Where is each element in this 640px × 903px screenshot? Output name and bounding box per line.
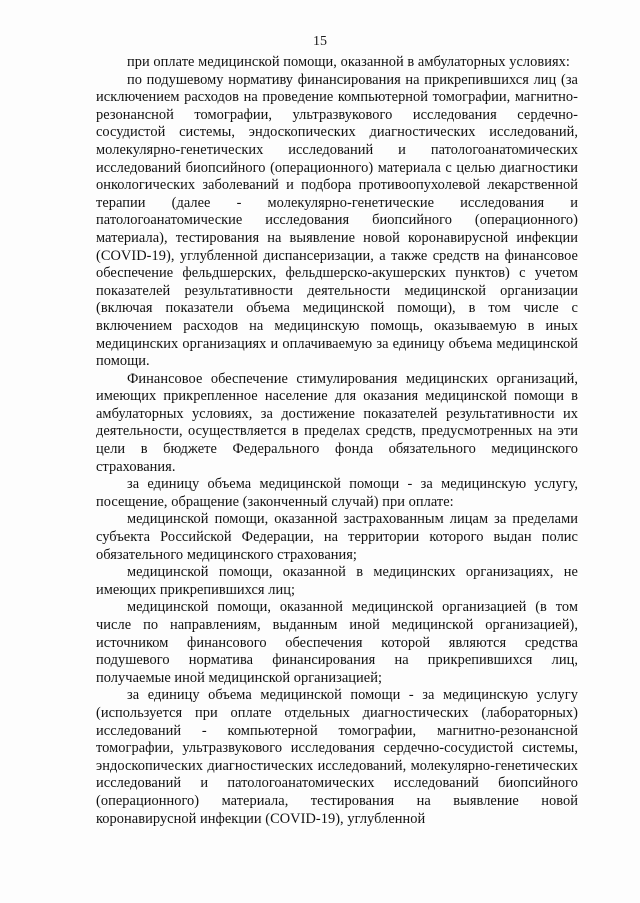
paragraph-no-attached-persons: медицинской помощи, оказанной в медицинских организациях, не имеющих прикрепившихся лиц; xyxy=(96,564,578,598)
document-body xyxy=(96,54,578,828)
paragraph-medical-service-unit: за единицу объема медицинской помощи - за медицинскую услугу (используется при оплате отдельных диагностических (лабораторных) исследований - компьютерной томографии, магнитно-резонансной томографии, ультразвукового исследования сердечно-сосудистой системы, эндоскопических диагностических исследований, молекулярно-генетических исследований и патологоанатомических исследований биопсийного (операционного) материала, тестирования на выявление новой коронавирусной инфекции (COVID-19), углубленной xyxy=(96,687,578,827)
page-number: 15 xyxy=(313,34,327,49)
paragraph-unit-of-volume: за единицу объема медицинской помощи - за медицинскую услугу, посещение, обращение (законченный случай) при оплате: xyxy=(96,476,578,510)
paragraph-outside-region: медицинской помощи, оказанной застрахованным лицам за пределами субъекта Российской Федерации, на территории которого выдан полис обязательного медицинского страхования; xyxy=(96,511,578,563)
paragraph-per-capita-standard: по подушевому нормативу финансирования на прикрепившихся лиц (за исключением расходов на проведение компьютерной томографии, магнитно-резонансной томографии, ультразвукового исследования сердечно-сосудистой системы, эндоскопических диагностических исследований, молекулярно-генетических исследований и патологоанатомических исследований биопсийного (операционного) материала с целью диагностики онкологических заболеваний и подбора противоопухолевой лекарственной терапии (далее - молекулярно-генетические исследования и патологоанатомические исследования биопсийного (операционного) материала), тестирования на выявление новой коронавирусной инфекции (COVID-19), углубленной диспансеризации, а также средств на финансовое обеспечение фельдшерских, фельдшерско-акушерских пунктов) с учетом показателей результативности деятельности медицинской организации (включая показатели объема медицинской помощи), в том числе с включением расходов на медицинскую помощь, оказываемую в иных медицинских организациях и оплачиваемую за единицу объема медицинской помощи. xyxy=(96,71,578,370)
paragraph-ambulatory-conditions: при оплате медицинской помощи, оказанной в амбулаторных условиях: xyxy=(127,54,570,70)
paragraph-referrals: медицинской помощи, оказанной медицинской организацией (в том числе по направлениям, выданным иной медицинской организацией), источником финансового обеспечения которой являются средства подушевого норматива финансирования на прикрепившихся лиц, получаемые иной медицинской организацией; xyxy=(96,599,578,686)
paragraph-financial-incentives: Финансовое обеспечение стимулирования медицинских организаций, имеющих прикрепленное население для оказания медицинской помощи в амбулаторных условиях, за достижение показателей результативности их деятельности, осуществляется в пределах средств, предусмотренных на эти цели в бюджете Федерального фонда обязательного медицинского страхования. xyxy=(96,370,578,475)
